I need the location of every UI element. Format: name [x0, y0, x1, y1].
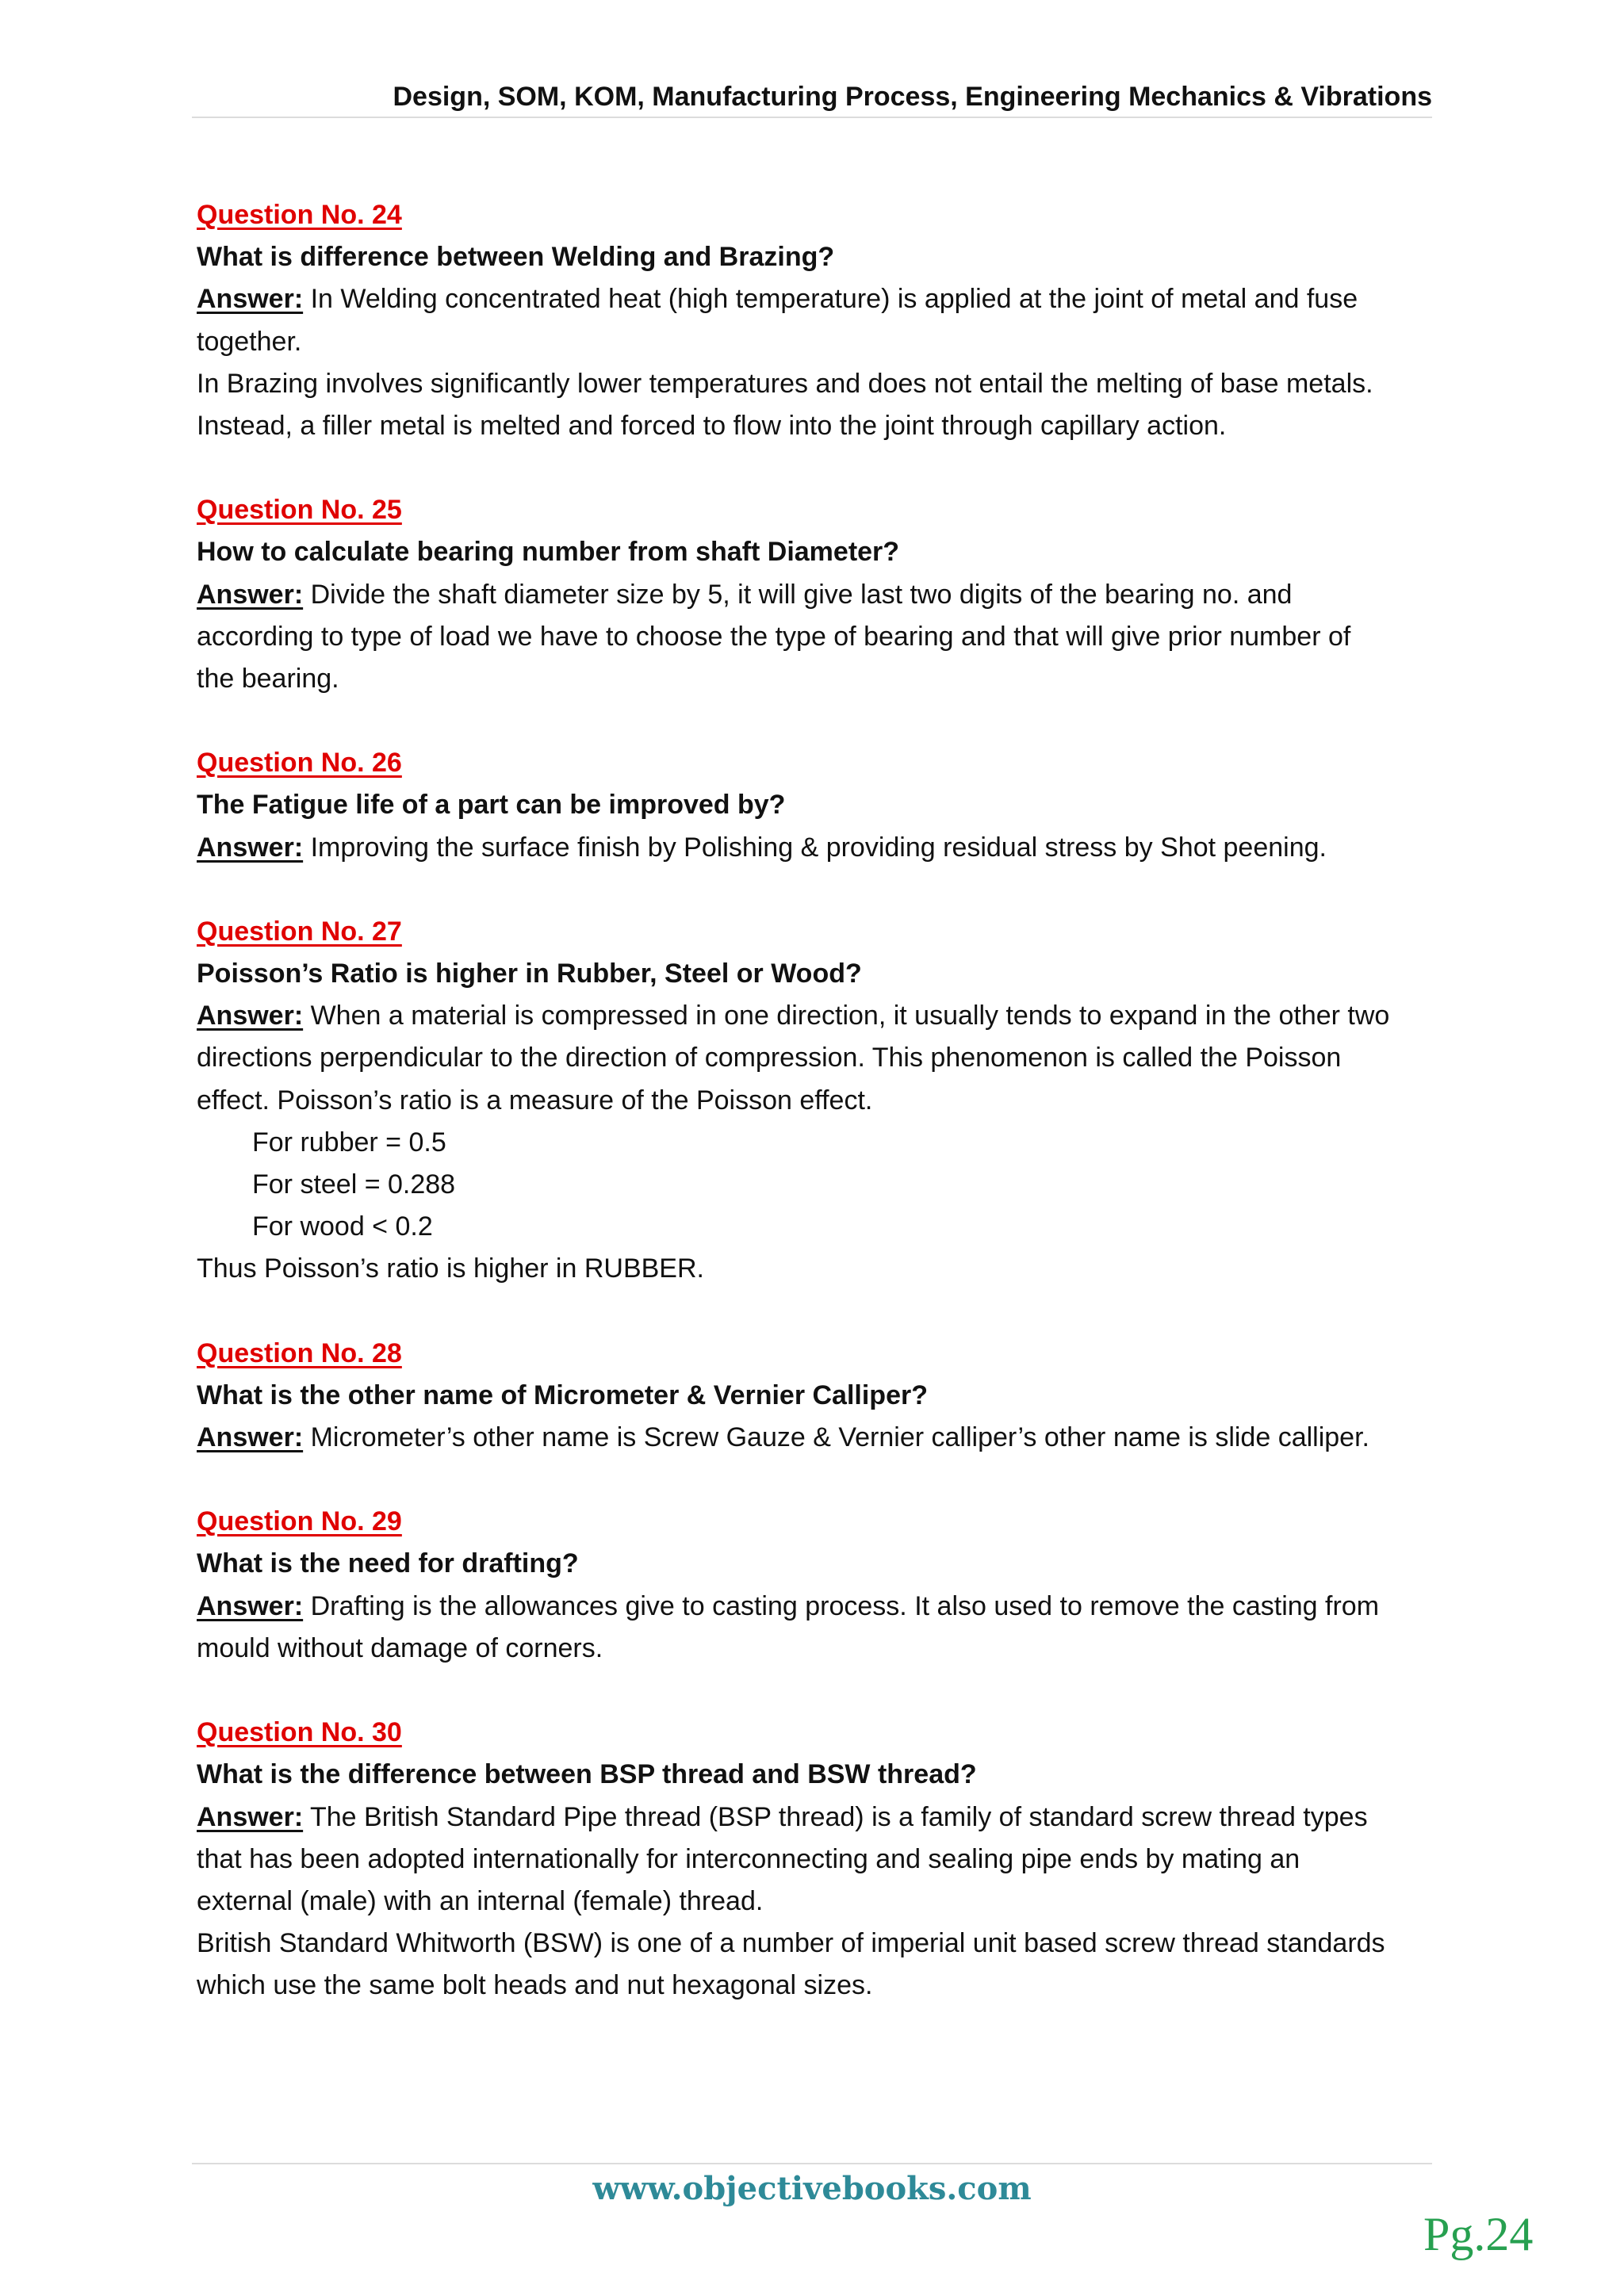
answer-label: Answer: — [197, 1422, 304, 1453]
answer-line: Instead, a filler metal is melted and forced to flow into the joint through capillary action. — [197, 411, 1227, 442]
value-rubber: For rubber = 0.5 — [252, 1127, 446, 1158]
running-header: Design, SOM, KOM, Manufacturing Process, Engineering Mechanics & Vibrations — [393, 82, 1432, 112]
question-text: How to calculate bearing number from shaft Diameter? — [197, 537, 900, 568]
answer-first-line — [197, 1417, 1434, 1459]
question-number: Question No. 30 — [197, 1717, 402, 1748]
qa-block-27 — [197, 911, 1434, 1291]
answer-first-line — [197, 574, 1434, 616]
answer-text: Improving the surface finish by Polishing & providing residual stress by Shot peening. — [310, 832, 1327, 863]
answer-text: When a material is compressed in one direction, it usually tends to expand in the other two — [310, 1001, 1390, 1031]
question-text: The Fatigue life of a part can be improved by? — [197, 790, 786, 821]
qa-block-26 — [197, 742, 1434, 869]
answer-first-line — [197, 1586, 1434, 1628]
answer-text: The British Standard Pipe thread (BSP thread) is a family of standard screw thread types — [309, 1801, 1368, 1832]
question-text: What is difference between Welding and Brazing? — [197, 242, 835, 273]
answer-label: Answer: — [197, 1590, 304, 1621]
page-number: Pg.24 — [1423, 2208, 1534, 2260]
value-wood: For wood < 0.2 — [252, 1211, 433, 1242]
question-text: What is the need for drafting? — [197, 1548, 579, 1579]
answer-label: Answer: — [197, 832, 304, 863]
answer-label: Answer: — [197, 284, 304, 315]
answer-label: Answer: — [197, 579, 304, 610]
question-number: Question No. 28 — [197, 1337, 402, 1368]
answer-text: In Welding concentrated heat (high temperature) is applied at the joint of metal and fuse — [310, 284, 1358, 315]
qa-block-30 — [197, 1712, 1434, 2007]
page-content — [197, 194, 1434, 2049]
footer-website-link[interactable]: www.objectivebooks.com — [592, 2170, 1032, 2207]
question-text: What is the difference between BSP thread and BSW thread? — [197, 1759, 977, 1790]
question-number: Question No. 25 — [197, 495, 402, 526]
answer-line: effect. Poisson’s ratio is a measure of the Poisson effect. — [197, 1085, 873, 1115]
qa-block-25 — [197, 489, 1434, 700]
answer-text: Micrometer’s other name is Screw Gauze & Vernier calliper’s other name is slide calliper. — [310, 1422, 1369, 1453]
question-number: Question No. 26 — [197, 748, 402, 779]
question-number: Question No. 27 — [197, 916, 402, 947]
answer-line: British Standard Whitworth (BSW) is one of a number of imperial unit based screw thread standards — [197, 1928, 1385, 1959]
answer-conclusion: Thus Poisson’s ratio is higher in RUBBER. — [197, 1253, 704, 1284]
answer-first-line — [197, 827, 1434, 869]
answer-line: external (male) with an internal (female) thread. — [197, 1885, 764, 1916]
answer-first-line — [197, 1797, 1434, 1839]
footer-divider — [192, 2163, 1432, 2164]
answer-line: together. — [197, 326, 302, 357]
answer-first-line — [197, 278, 1434, 320]
answer-text: Divide the shaft diameter size by 5, it will give last two digits of the bearing no. and — [310, 579, 1293, 610]
answer-line: the bearing. — [197, 664, 339, 695]
qa-block-28 — [197, 1333, 1434, 1460]
answer-first-line — [197, 995, 1434, 1037]
question-number: Question No. 29 — [197, 1506, 402, 1537]
answer-line: which use the same bolt heads and nut hexagonal sizes. — [197, 1970, 873, 2001]
question-text: What is the other name of Micrometer & Vernier Calliper? — [197, 1380, 928, 1410]
question-number: Question No. 24 — [197, 200, 402, 230]
answer-line: directions perpendicular to the direction of compression. This phenomenon is called the Poisson — [197, 1043, 1342, 1073]
header-divider — [192, 117, 1432, 118]
value-steel: For steel = 0.288 — [252, 1169, 456, 1200]
qa-block-24 — [197, 194, 1434, 447]
answer-label: Answer: — [197, 1801, 304, 1832]
answer-label: Answer: — [197, 1001, 304, 1031]
qa-block-29 — [197, 1501, 1434, 1670]
answer-line: In Brazing involves significantly lower temperatures and does not entail the melting of base metals. — [197, 368, 1373, 399]
answer-line: according to type of load we have to choose the type of bearing and that will give prior number of — [197, 621, 1351, 652]
answer-line: mould without damage of corners. — [197, 1632, 603, 1663]
answer-line: that has been adopted internationally for interconnecting and sealing pipe ends by mating an — [197, 1843, 1300, 1874]
answer-text: Drafting is the allowances give to casting process. It also used to remove the casting from — [310, 1590, 1380, 1621]
question-text: Poisson’s Ratio is higher in Rubber, Steel or Wood? — [197, 959, 862, 989]
